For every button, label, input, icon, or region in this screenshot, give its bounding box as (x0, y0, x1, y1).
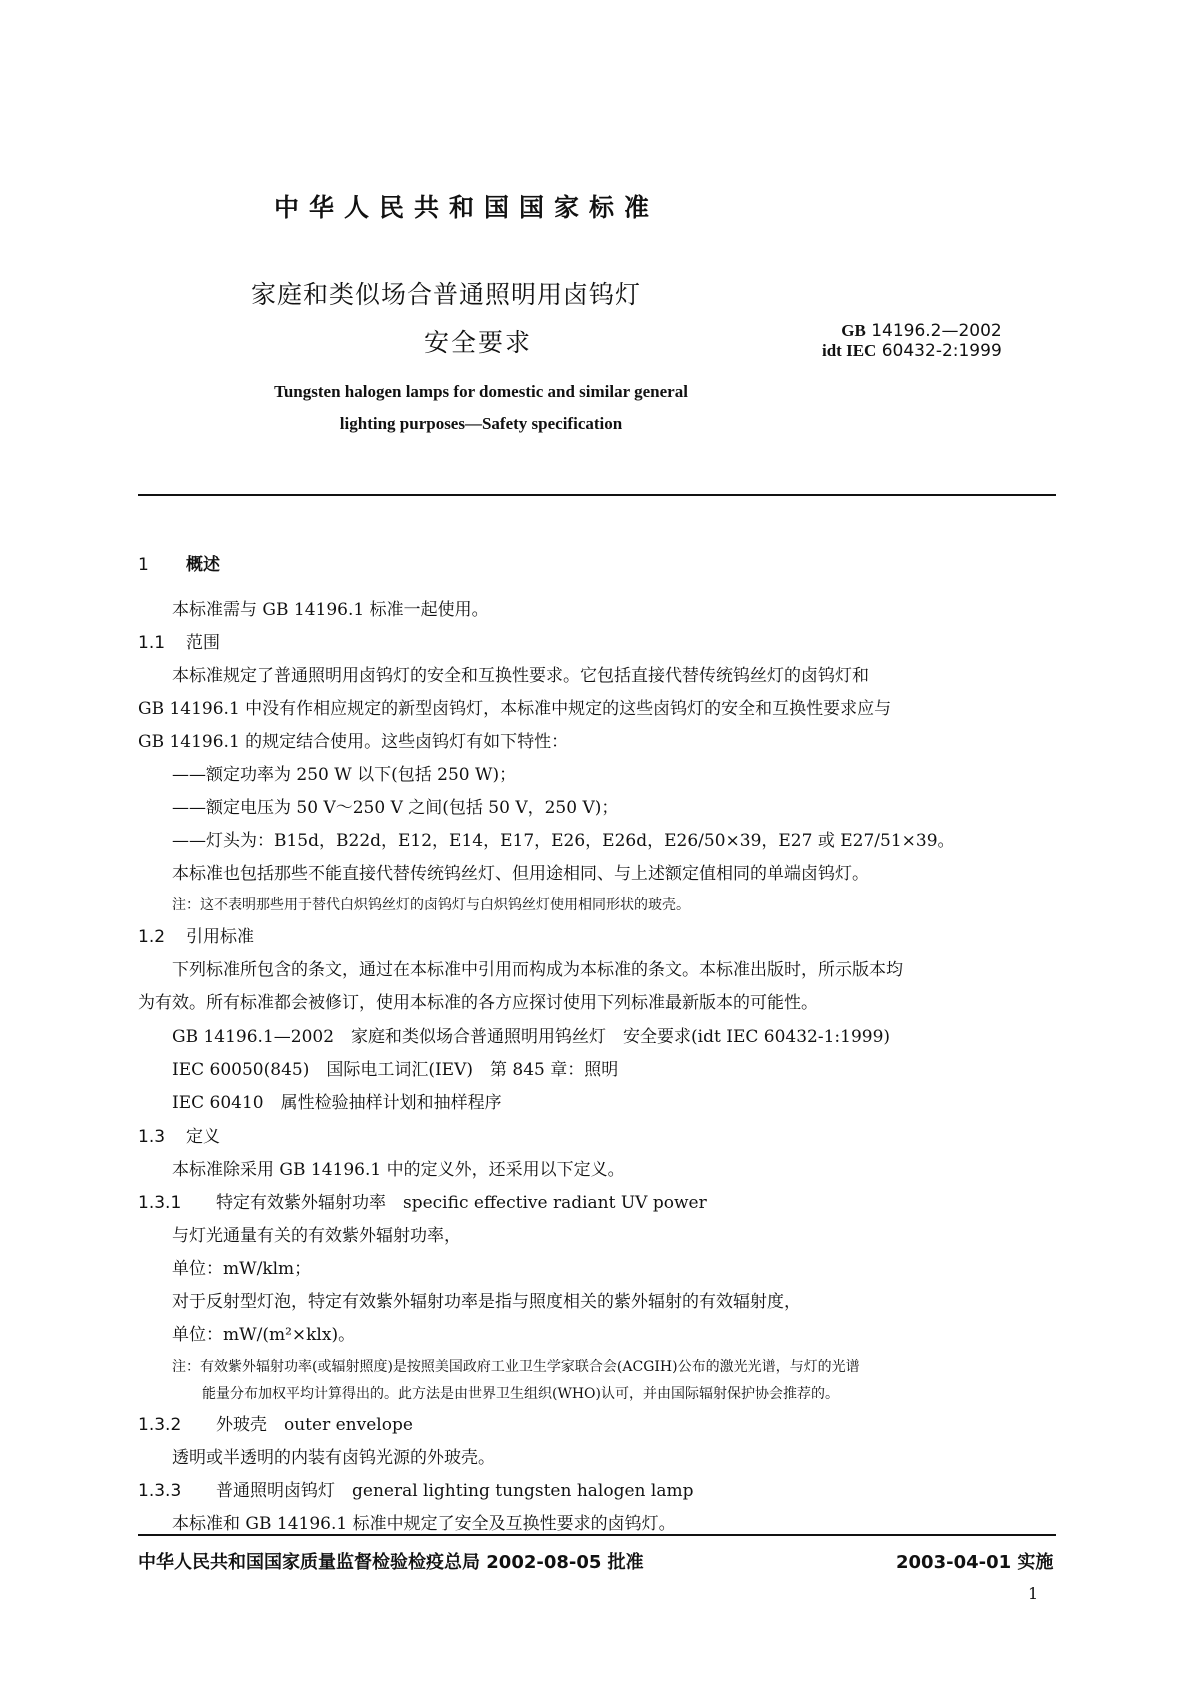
section-1-3-heading: 1.3 定义 (138, 1127, 220, 1147)
section-1-3-1-note-line: 能量分布加权平均计算得出的。此方法是由世界卫生组织(WHO)认可，并由国际辐射保护协会推荐的。 (202, 1386, 839, 1402)
section-1-1-paragraph-line: GB 14196.1 中没有作相应规定的新型卤钨灯，本标准中规定的这些卤钨灯的安全和互换性要求应与 (138, 699, 892, 719)
standard-number-block (822, 321, 1002, 361)
approval-statement: 中华人民共和国国家质量监督检验检疫总局 2002-08-05 批准 (138, 1552, 644, 1573)
section-1-1-list-item: ——灯头为：B15d，B22d，E12，E14，E17，E26，E26d，E26/50×39，E27 或 E27/51×39。 (172, 831, 955, 851)
reference-item: IEC 60050(845) 国际电工词汇(IEV) 第 845 章：照明 (172, 1060, 619, 1080)
section-1-2-paragraph-line: 下列标准所包含的条文，通过在本标准中引用而构成为本标准的条文。本标准出版时，所示版本均 (172, 960, 903, 980)
section-1-3-paragraph: 本标准除采用 GB 14196.1 中的定义外，还采用以下定义。 (172, 1160, 625, 1180)
title-cn-line2: 安全要求 (424, 328, 533, 357)
idt-number: idt IEC 60432-2:1999 (822, 341, 1002, 361)
section-1-1-heading: 1.1 范围 (138, 633, 220, 653)
section-1-3-3-heading: 1.3.3 普通照明卤钨灯 general lighting tungsten halogen lamp (138, 1481, 694, 1501)
title-cn-line1: 家庭和类似场合普通照明用卤钨灯 (251, 280, 642, 309)
definition-line: 单位：mW/(m²×klx)。 (172, 1325, 356, 1345)
definition-line: 本标准和 GB 14196.1 标准中规定了安全及互换性要求的卤钨灯。 (172, 1514, 676, 1534)
standard-number: GB 14196.2—2002 (841, 321, 1002, 341)
section-1-1-paragraph-line: 本标准规定了普通照明用卤钨灯的安全和互换性要求。它包括直接代替传统钨丝灯的卤钨灯和 (172, 666, 869, 686)
title-en-line1: Tungsten halogen lamps for domestic and similar general (274, 382, 688, 401)
title-en-line2: lighting purposes—Safety specification (339, 414, 623, 433)
page-number: 1 (1028, 1584, 1039, 1603)
definition-line: 单位：mW/klm； (172, 1259, 312, 1279)
section-1-3-1-heading: 1.3.1 特定有效紫外辐射功率 specific effective radiant UV power (138, 1193, 707, 1213)
national-standard-heading: 中华人民共和国国家标准 (273, 193, 659, 222)
section-1-3-2-heading: 1.3.2 外玻壳 outer envelope (138, 1415, 413, 1435)
section-1-1-paragraph-line: GB 14196.1 的规定结合使用。这些卤钨灯有如下特性： (138, 732, 569, 752)
section-1-2-paragraph-line: 为有效。所有标准都会被修订，使用本标准的各方应探讨使用下列标准最新版本的可能性。 (138, 993, 818, 1013)
section-1-1-paragraph: 本标准也包括那些不能直接代替传统钨丝灯、但用途相同、与上述额定值相同的单端卤钨灯。 (172, 864, 869, 884)
footer-divider (138, 1534, 1056, 1536)
section-1-1-note: 注：这不表明那些用于替代白炽钨丝灯的卤钨灯与白炽钨丝灯使用相同形状的玻壳。 (172, 897, 690, 913)
section-1-heading: 1 概述 (138, 555, 220, 575)
reference-item: GB 14196.1—2002 家庭和类似场合普通照明用钨丝灯 安全要求(idt IEC 60432-1:1999) (172, 1027, 891, 1047)
section-1-1-list-item: ——额定电压为 50 V～250 V 之间(包括 50 V，250 V)； (172, 798, 619, 818)
section-1-2-heading: 1.2 引用标准 (138, 927, 254, 947)
section-1-1-list-item: ——额定功率为 250 W 以下(包括 250 W)； (172, 765, 517, 785)
section-1-paragraph: 本标准需与 GB 14196.1 标准一起使用。 (172, 600, 489, 620)
effective-date: 2003-04-01 实施 (896, 1552, 1054, 1573)
section-1-3-1-note-line: 注：有效紫外辐射功率(或辐射照度)是按照美国政府工业卫生学家联合会(ACGIH)公布的激光光谱，与灯的光谱 (172, 1359, 860, 1375)
reference-item: IEC 60410 属性检验抽样计划和抽样程序 (172, 1093, 502, 1113)
definition-line: 对于反射型灯泡，特定有效紫外辐射功率是指与照度相关的紫外辐射的有效辐射度， (172, 1292, 801, 1312)
header-divider (138, 494, 1056, 496)
definition-line: 与灯光通量有关的有效紫外辐射功率， (172, 1226, 461, 1246)
definition-line: 透明或半透明的内装有卤钨光源的外玻壳。 (172, 1448, 495, 1468)
